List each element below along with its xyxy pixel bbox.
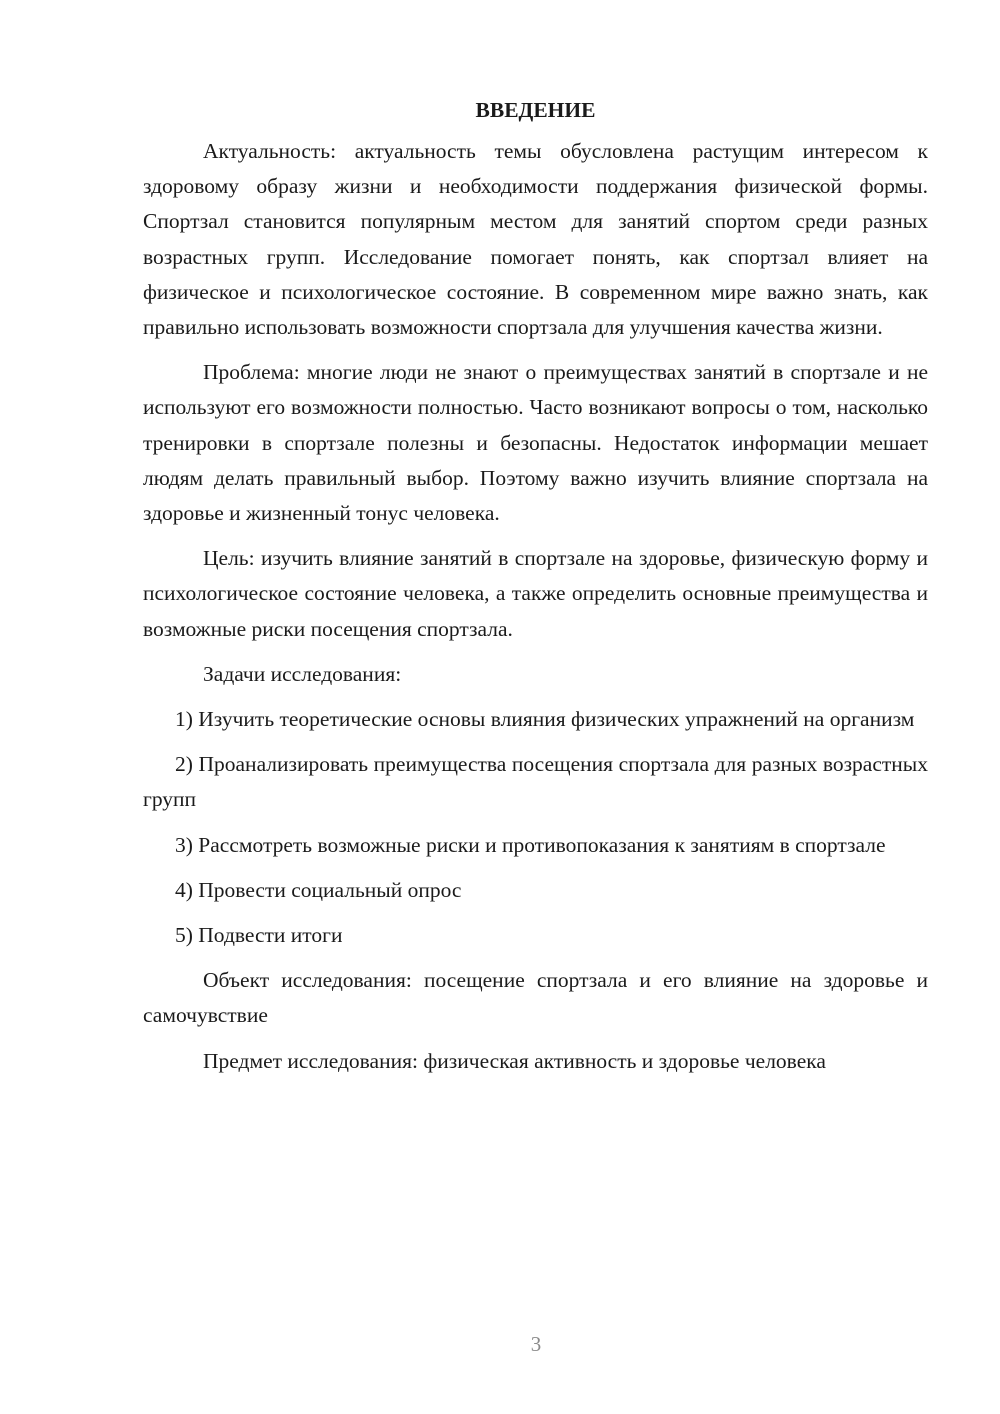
page-title: ВВЕДЕНИЕ	[475, 98, 596, 122]
object-paragraph: Объект исследования: посещение спортзала и его влияние на здоровье и самочувствие	[143, 968, 928, 1028]
problem-paragraph: Проблема: многие люди не знают о преимуществах занятий в спортзале и не используют его возможности полностью. Часто возникают вопросы о том, насколько тренировки в спортзале полезны и безопасны. Недостаток информации мешает людям делать правильный выбор. Поэтому важно изучить влияние спортзала на здоровье и жизненный тонус человека.	[143, 360, 928, 526]
tasks-heading: Задачи исследования:	[203, 661, 402, 686]
subject-paragraph: Предмет исследования: физическая активность и здоровье человека	[203, 1048, 826, 1073]
task-item: 3) Рассмотреть возможные риски и противопоказания к занятиям в спортзале	[175, 832, 886, 857]
page-number: 3	[530, 1332, 542, 1356]
task-item: 1) Изучить теоретические основы влияния физических упражнений на организм	[175, 707, 915, 732]
document-body	[143, 92, 928, 1089]
relevance-paragraph: Актуальность: актуальность темы обусловлена растущим интересом к здоровому образу жизни и необходимости поддержания физической формы. Спортзал становится популярным местом для занятий спортом среди разных возрастных групп. Исследование помогает понять, как спортзал влияет на физическое и психологическое состояние. В современном мире важно знать, как правильно использовать возможности спортзала для улучшения качества жизни.	[143, 139, 928, 340]
goal-paragraph: Цель: изучить влияние занятий в спортзале на здоровье, физическую форму и психологическое состояние человека, а также определить основные преимущества и возможные риски посещения спортзала.	[143, 546, 928, 641]
task-item: 5) Подвести итоги	[175, 923, 343, 948]
task-item: 2) Проанализировать преимущества посещения спортзала для разных возрастных групп	[143, 752, 928, 812]
task-item: 4) Провести социальный опрос	[175, 877, 462, 902]
